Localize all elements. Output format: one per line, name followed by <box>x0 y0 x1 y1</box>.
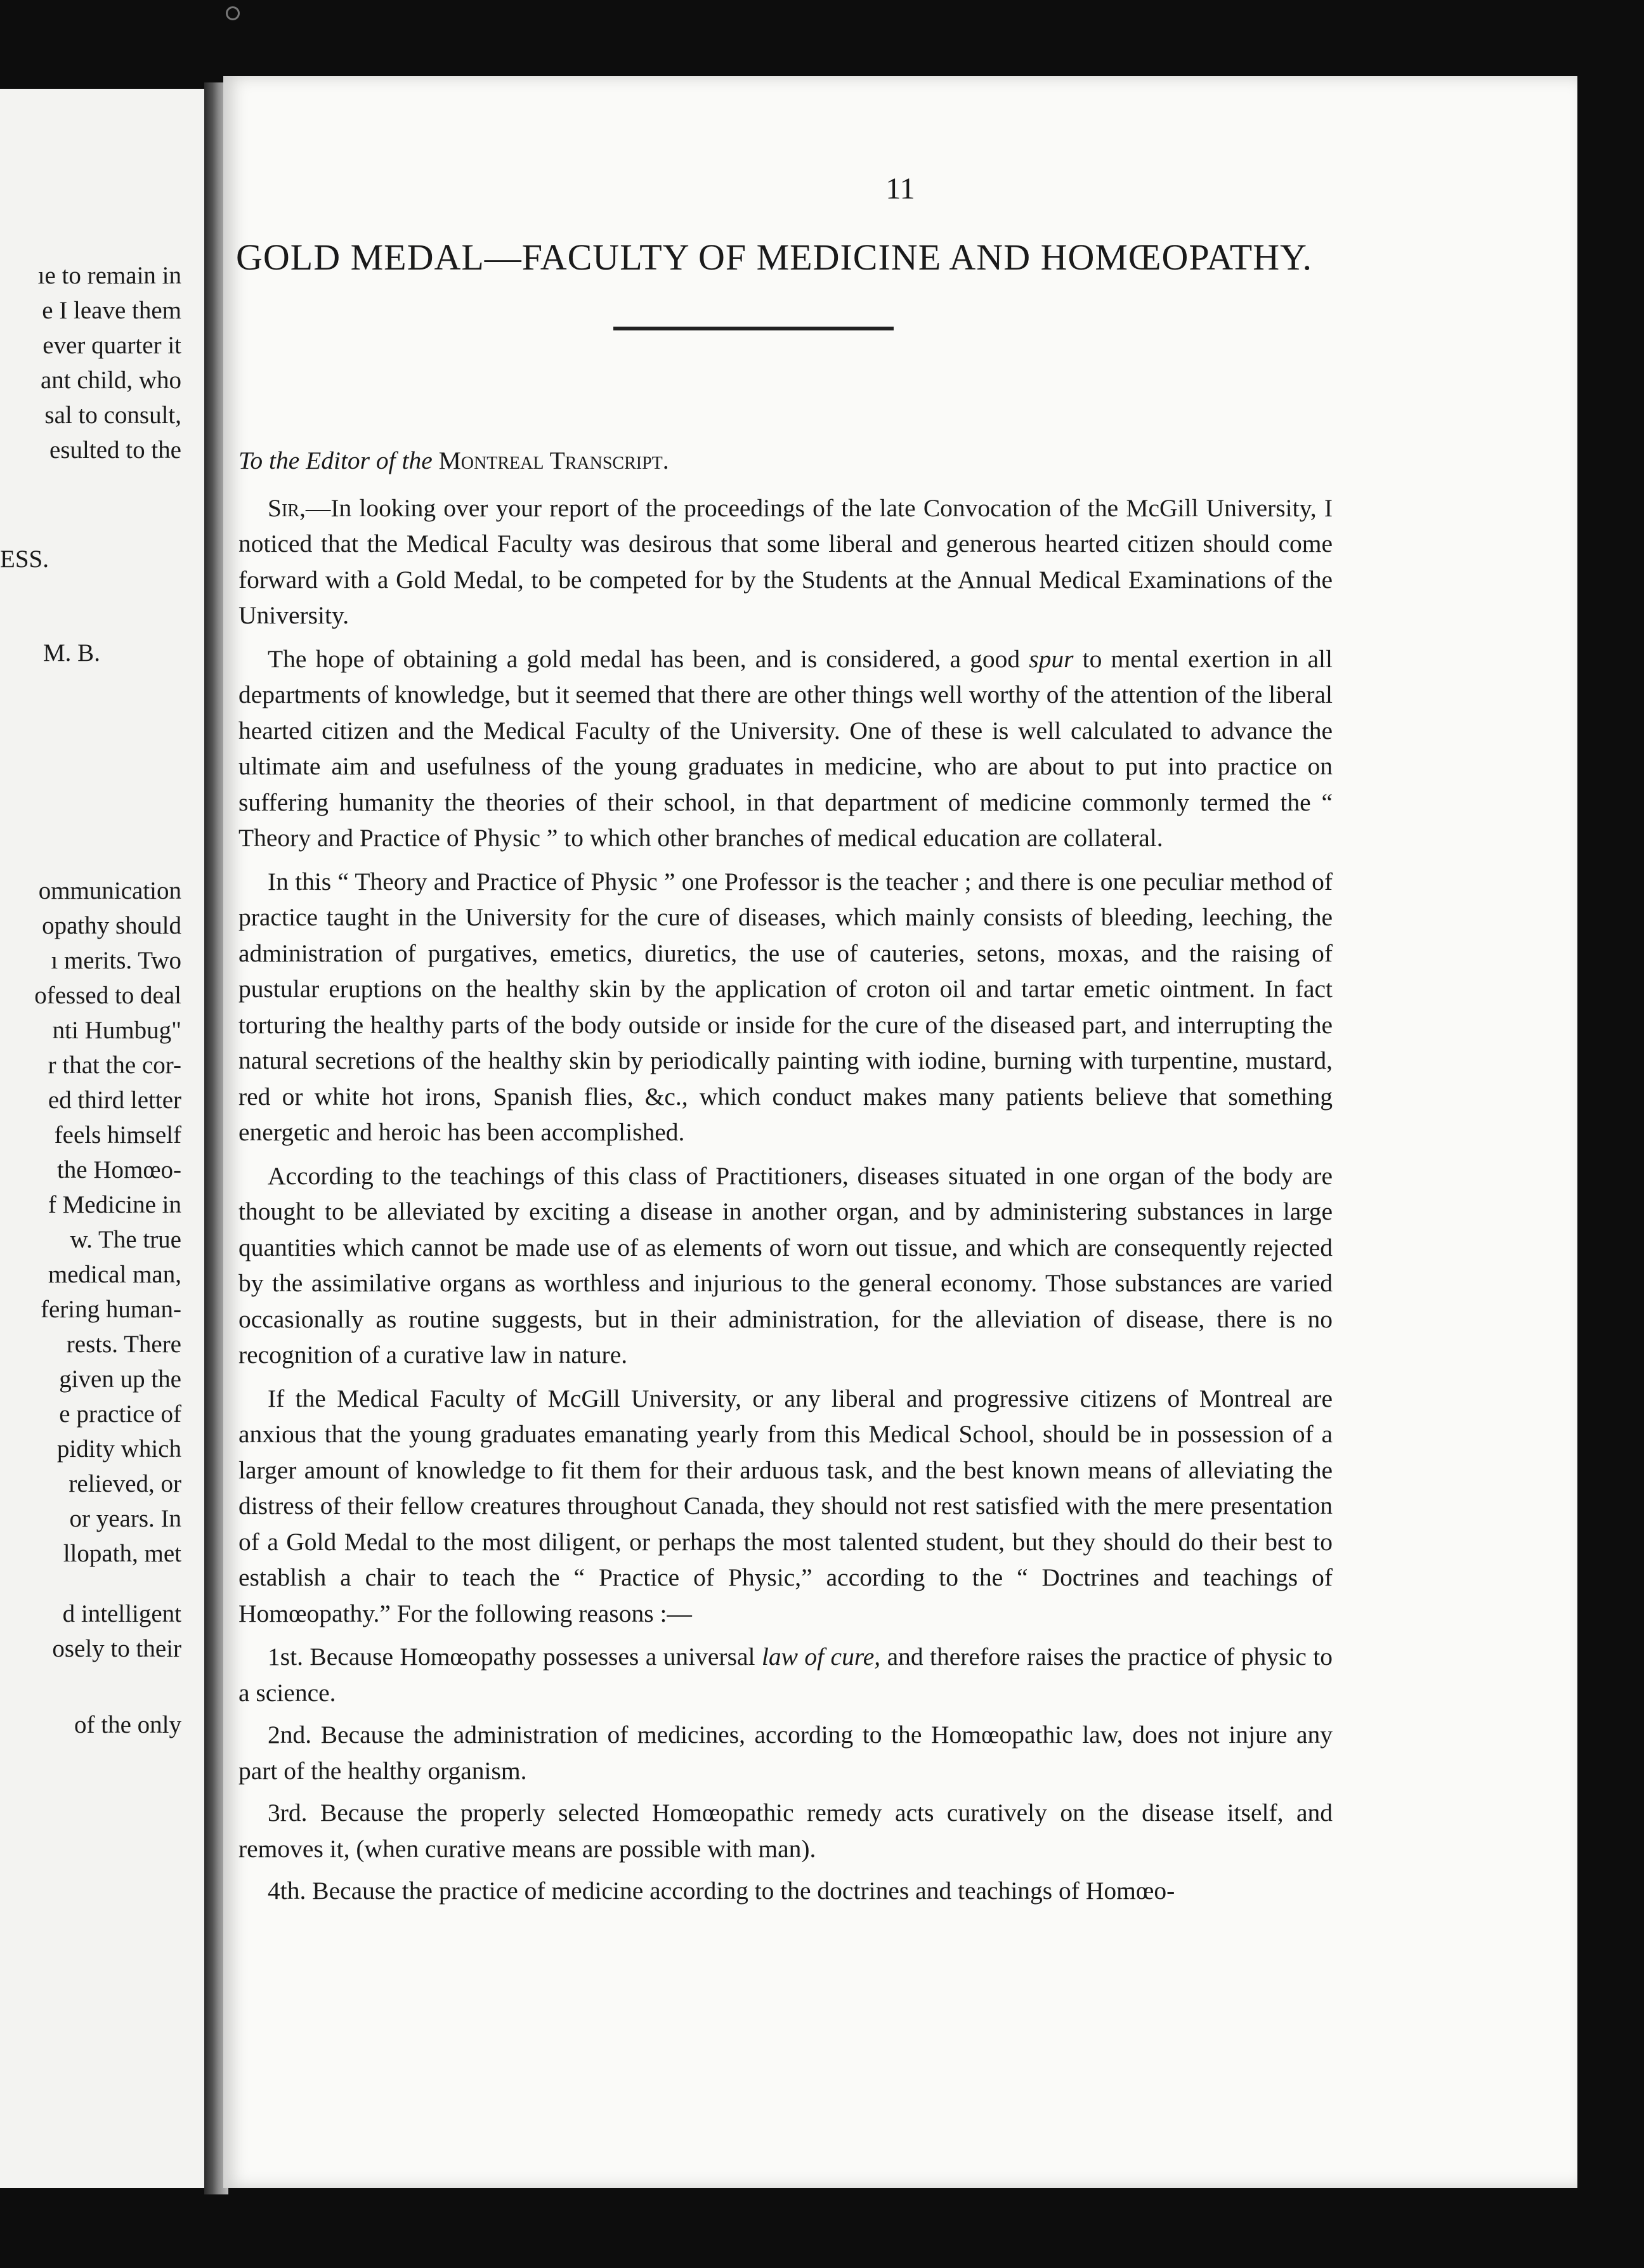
left-page-fragment: d intelligent <box>62 1600 181 1627</box>
paragraph-2 <box>238 641 1333 856</box>
salutation-italic: To the Editor of the <box>238 446 433 474</box>
left-page-fragment: llopath, met <box>63 1540 181 1567</box>
salutation <box>238 443 1333 479</box>
left-page-fragment: ed third letter <box>48 1086 181 1114</box>
reason-3: 3rd. Because the properly selected Homœopathic remedy acts curatively on the disease itself, and removes it, (when curative means are possible with man). <box>238 1799 1333 1863</box>
left-page-fragment: ESS. <box>0 545 49 573</box>
left-page-fragment: sal to consult, <box>44 401 181 429</box>
left-page-fragment: ofessed to deal <box>34 982 181 1009</box>
scan-speck <box>226 6 240 20</box>
paragraph-2-text-b: to mental exertion in all departments of knowledge, but it seemed that there are other things well worthy of the attention of the liberal hearted citizen and the Medical Faculty of the University. One of these is well calculated to advance the ultimate aim and usefulness of the young graduates in medicine, who are about to put into practice on suffering humanity the theories of their school, in that department of medicine commonly termed the “ Theory and Practice of Physic ” to which other branches of medical education are collateral. <box>238 644 1333 852</box>
left-page-fragment: w. The true <box>70 1226 181 1253</box>
left-page-fragment: e I leave them <box>42 297 181 324</box>
left-page-fragment: ever quarter it <box>42 332 181 359</box>
left-page-fragment: given up the <box>59 1365 181 1393</box>
left-page-fragment: ıe to remain in <box>37 262 181 289</box>
reason-1 <box>238 1639 1333 1711</box>
right-page <box>223 76 1577 2188</box>
article-body <box>238 443 1333 1915</box>
left-page-fragment: r that the cor- <box>48 1052 181 1079</box>
left-page-fragment: esulted to the <box>49 436 181 464</box>
left-page-fragment: or years. In <box>69 1505 181 1532</box>
left-page-fragment: opathy should <box>42 912 181 939</box>
page-number: 11 <box>885 172 915 205</box>
left-page-fragment: ant child, who <box>40 367 181 394</box>
left-page-fragment: pidity which <box>56 1435 181 1463</box>
paragraph-1-text: —In looking over your report of the proceedings of the late Convocation of the McGill University, I noticed that the Medical Faculty was desirous that some liberal and generous hearted citizen should come forward with a Gold Medal, to be competed for by the Students at the Annual Medical Examinations of the University. <box>238 493 1333 629</box>
reason-4: 4th. Because the practice of medicine according to the doctrines and teachings of Homœo- <box>268 1877 1175 1905</box>
left-page-fragment: feels himself <box>54 1121 181 1149</box>
reason-2: 2nd. Because the administration of medicines, according to the Homœopathic law, does not injure any part of the healthy organism. <box>238 1721 1333 1785</box>
left-page-fragment: the Homœo- <box>56 1156 181 1183</box>
article-heading: GOLD MEDAL—FACULTY OF MEDICINE AND HOMŒOPATHY. <box>236 237 1312 278</box>
left-page-fragment: relieved, or <box>68 1470 181 1497</box>
left-page-fragment: ı merits. Two <box>51 947 181 974</box>
sir-lead: Sir, <box>268 493 306 522</box>
paragraph-4: According to the teachings of this class of Practitioners, diseases situated in one organ of the body are thought to be alleviated by exciting a disease in another organ, and by administering substances in large quantities which cannot be made use of as elements of worn out tissue, and which are consequently rejected by the assimilative organs as worthless and injurious to the general economy. Those substances are varied occasionally as routine suggests, but in their administration, for the alleviation of disease, there is no recognition of a curative law in nature. <box>238 1161 1333 1369</box>
left-page-fragment: M. B. <box>43 639 100 667</box>
left-page-fragment: of the only <box>74 1711 181 1738</box>
paragraph-1 <box>238 490 1333 634</box>
left-page-fragment: osely to their <box>52 1635 181 1662</box>
left-page-fragment: medical man, <box>48 1261 181 1288</box>
left-page-fragment: rests. There <box>66 1331 181 1358</box>
left-page-fragment: f Medicine in <box>48 1191 181 1218</box>
left-facing-page <box>0 89 209 2188</box>
heading-rule <box>613 327 894 330</box>
left-page-fragment: e practice of <box>59 1400 181 1428</box>
reason-1-text-a: 1st. Because Homœopathy possesses a universal <box>268 1643 762 1671</box>
reason-1-text-b: and therefore raises the practice of physic to a science. <box>238 1643 1333 1707</box>
paragraph-5: If the Medical Faculty of McGill University, or any liberal and progressive citizens of Montreal are anxious that the young graduates emanating yearly from this Medical School, should be in possession of a larger amount of knowledge to fit them for their arduous task, and the best known means of alleviating the distress of their fellow creatures throughout Canada, they should not rest satisfied with the mere presentation of a Gold Medal to the most diligent, or perhaps the most talented student, but they should do their best to establish a chair to teach the “ Practice of Physic,” according to the “ Doctrines and teachings of Homœopathy.” For the following reasons :— <box>238 1384 1333 1627</box>
left-page-fragment: fering human- <box>40 1296 181 1323</box>
left-page-fragment: ommunication <box>38 877 181 904</box>
paragraph-2-text-a: The hope of obtaining a gold medal has been, and is considered, a good <box>268 644 1029 673</box>
paragraph-3: In this “ Theory and Practice of Physic ” one Professor is the teacher ; and there is one peculiar method of practice taught in the University for the cure of diseases, which mainly consists of bleeding, leeching, the administration of purgatives, emetics, diuretics, the use of cauteries, setons, moxas, and the raising of pustular eruptions on the healthy skin by the application of croton oil and tartar emetic ointment. In fact torturing the healthy parts of the body outside or inside for the cure of the diseased part, and interrupting the natural secretions of the healthy skin by periodically painting with iodine, burning with turpentine, mustard, red or white hot irons, Spanish flies, &c., which conduct makes many patients believe that something energetic and heroic has been accomplished. <box>238 867 1333 1146</box>
salutation-newspaper: Montreal Transcript. <box>438 446 669 474</box>
spur-italic: spur <box>1029 644 1074 673</box>
left-page-fragment: nti Humbug" <box>52 1017 181 1044</box>
law-of-cure-italic: law of cure, <box>761 1643 881 1671</box>
